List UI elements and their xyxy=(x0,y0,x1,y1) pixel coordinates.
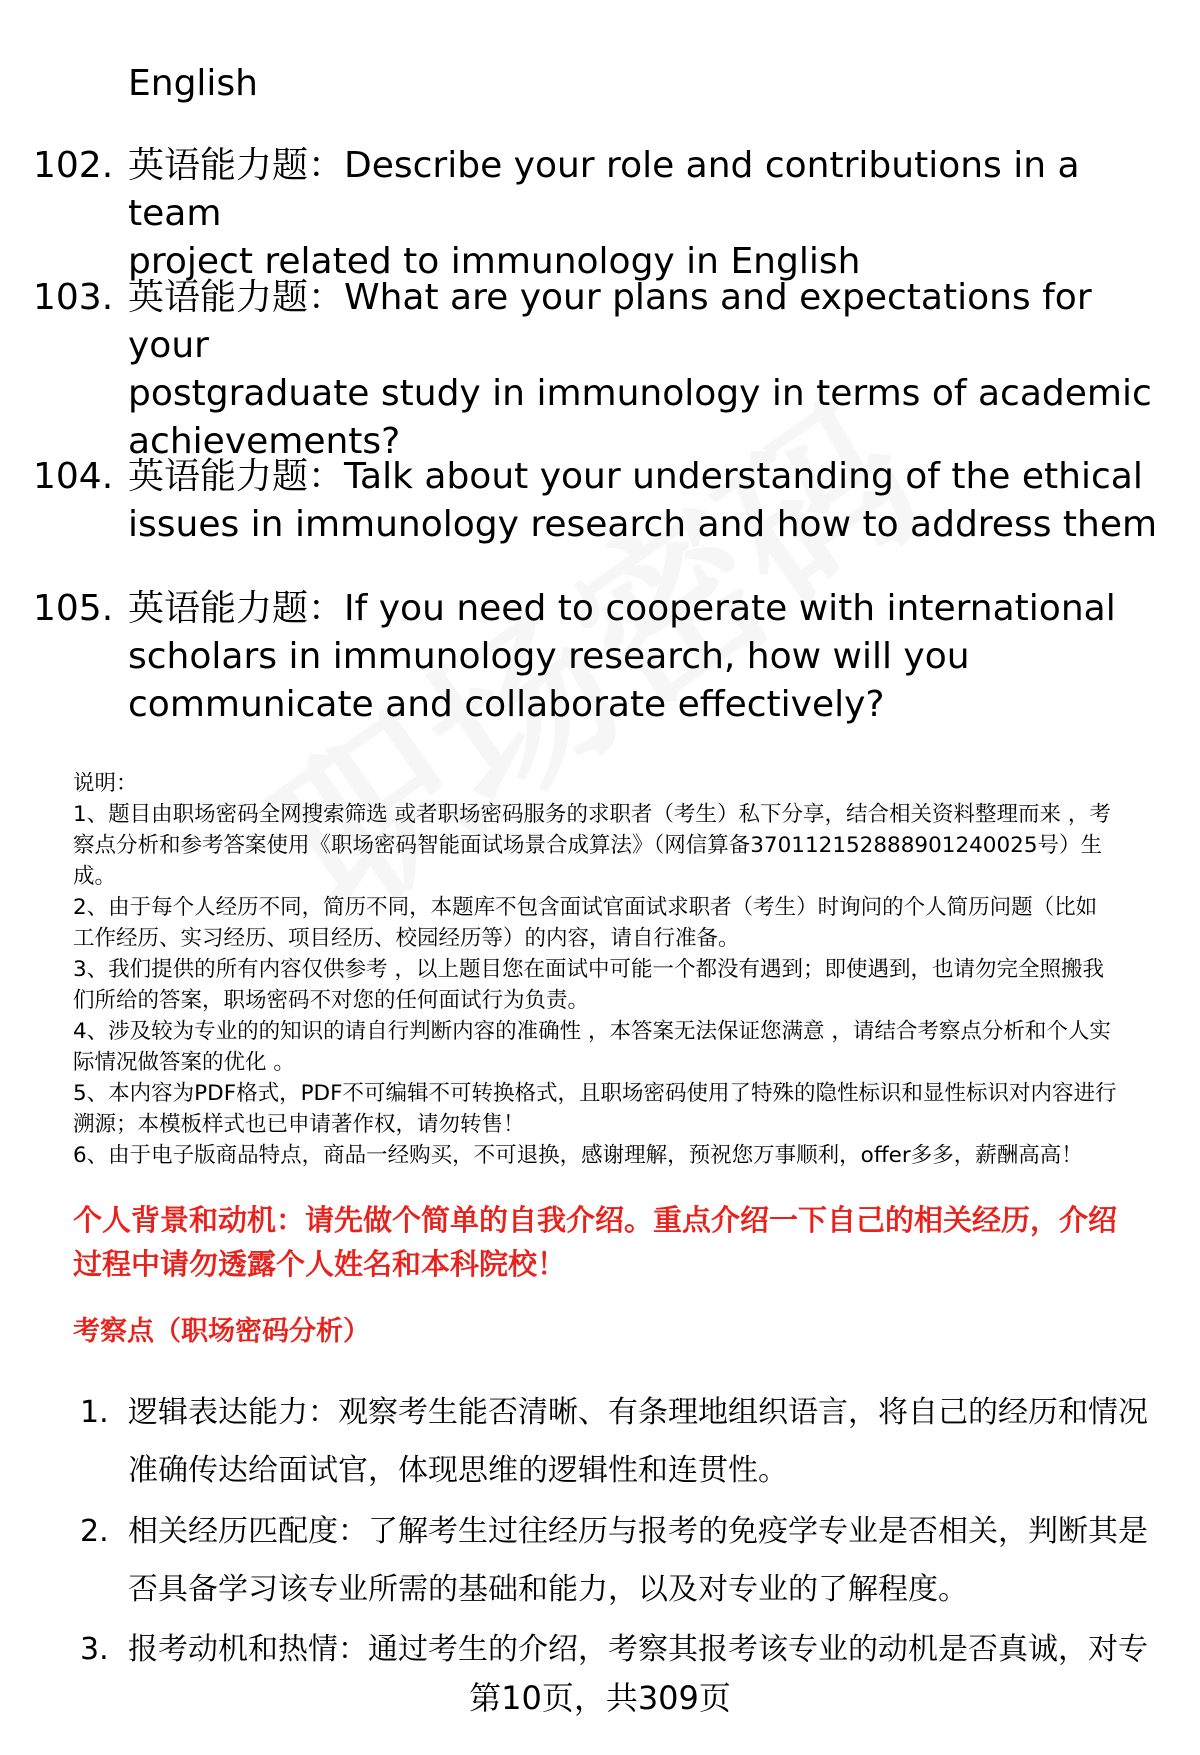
question-item xyxy=(33,274,1173,466)
question-line: 英语能力题：Talk about your understanding of the ethical xyxy=(128,456,1143,497)
notes-line: 溯源；本模板样式也已申请著作权，请勿转售！ xyxy=(73,1112,525,1137)
question-number: 105. xyxy=(33,588,114,629)
notes-line: 2、由于每个人经历不同，简历不同，本题库不包含面试官面试求职者（考生）时询问的个人简历问题（比如 xyxy=(73,895,1098,920)
notes-line: 5、本内容为PDF格式，PDF不可编辑不可转换格式，且职场密码使用了特殊的隐性标识和显性标识对内容进行 xyxy=(73,1081,1117,1106)
question-text xyxy=(128,142,1173,286)
analysis-title: 考察点（职场密码分析） xyxy=(73,1316,370,1347)
section-heading-line: 过程中请勿透露个人姓名和本科院校！ xyxy=(73,1247,567,1281)
notes-line: 成。 xyxy=(73,864,117,889)
question-text xyxy=(128,453,1173,549)
section-heading-line: 个人背景和动机：请先做个简单的自我介绍。重点介绍一下自己的相关经历，介绍 xyxy=(73,1203,1118,1237)
question-line: 英语能力题：What are your plans and expectations for your xyxy=(128,277,1092,366)
analysis-item xyxy=(80,1621,1170,1679)
analysis-line: 逻辑表达能力：观察考生能否清晰、有条理地组织语言，将自己的经历和情况 xyxy=(128,1395,1148,1430)
notes-line: 1、题目由职场密码全网搜索筛选 或者职场密码服务的求职者（考生）私下分享，结合相关资料整理而来 ，考 xyxy=(73,802,1111,827)
notes-line: 们所给的答案，职场密码不对您的任何面试行为负责。 xyxy=(73,988,590,1013)
question-line: achievements? xyxy=(128,421,401,462)
question-number: 103. xyxy=(33,277,114,318)
notes-line: 际情况做答案的优化 。 xyxy=(73,1050,295,1075)
analysis-number: 2. xyxy=(80,1514,109,1549)
question-line: issues in immunology research and how to address them xyxy=(128,504,1158,545)
analysis-number: 1. xyxy=(80,1395,109,1430)
notes-line: 3、我们提供的所有内容仅供参考 ，以上题目您在面试中可能一个都没有遇到；即使遇到，也请勿完全照搬我 xyxy=(73,957,1105,982)
question-text xyxy=(128,585,1173,729)
question-101-continuation: English xyxy=(128,63,258,104)
question-line: communicate and collaborate effectively? xyxy=(128,684,885,725)
notes-block xyxy=(73,768,1163,1171)
question-line: project related to immunology in English xyxy=(128,241,861,282)
analysis-text xyxy=(128,1384,1170,1500)
analysis-line: 报考动机和热情：通过考生的介绍，考察其报考该专业的动机是否真诚，对专 xyxy=(128,1632,1148,1667)
notes-title: 说明： xyxy=(73,771,138,796)
section-heading xyxy=(73,1198,1163,1286)
question-line: 英语能力题：Describe your role and contributions in a team xyxy=(128,145,1080,234)
analysis-item xyxy=(80,1503,1170,1619)
analysis-item xyxy=(80,1384,1170,1500)
question-line: 英语能力题：If you need to cooperate with international xyxy=(128,588,1116,629)
question-item xyxy=(33,142,1173,286)
analysis-line: 准确传达给面试官，体现思维的逻辑性和连贯性。 xyxy=(128,1453,788,1488)
question-line: postgraduate study in immunology in terms of academic xyxy=(128,373,1152,414)
notes-line: 察点分析和参考答案使用《职场密码智能面试场景合成算法》（网信算备370112152888901240025号）生 xyxy=(73,833,1103,858)
notes-line: 6、由于电子版商品特点，商品一经购买，不可退换，感谢理解，预祝您万事顺利，offer多多，薪酬高高！ xyxy=(73,1143,1083,1168)
question-number: 102. xyxy=(33,145,114,186)
question-line: scholars in immunology research, how will you xyxy=(128,636,970,677)
page-number: 第10页，共309页 xyxy=(469,1679,731,1717)
analysis-number: 3. xyxy=(80,1632,109,1667)
question-text xyxy=(128,274,1173,466)
analysis-text xyxy=(128,1621,1170,1679)
question-item xyxy=(33,585,1173,729)
question-number: 104. xyxy=(33,456,114,497)
analysis-line: 否具备学习该专业所需的基础和能力，以及对专业的了解程度。 xyxy=(128,1572,968,1607)
analysis-text xyxy=(128,1503,1170,1619)
question-item xyxy=(33,453,1173,549)
notes-line: 4、涉及较为专业的的知识的请自行判断内容的准确性 ，本答案无法保证您满意 ，请结合考察点分析和个人实 xyxy=(73,1019,1111,1044)
notes-line: 工作经历、实习经历、项目经历、校园经历等）的内容，请自行准备。 xyxy=(73,926,740,951)
analysis-line: 相关经历匹配度：了解考生过往经历与报考的免疫学专业是否相关，判断其是 xyxy=(128,1514,1148,1549)
